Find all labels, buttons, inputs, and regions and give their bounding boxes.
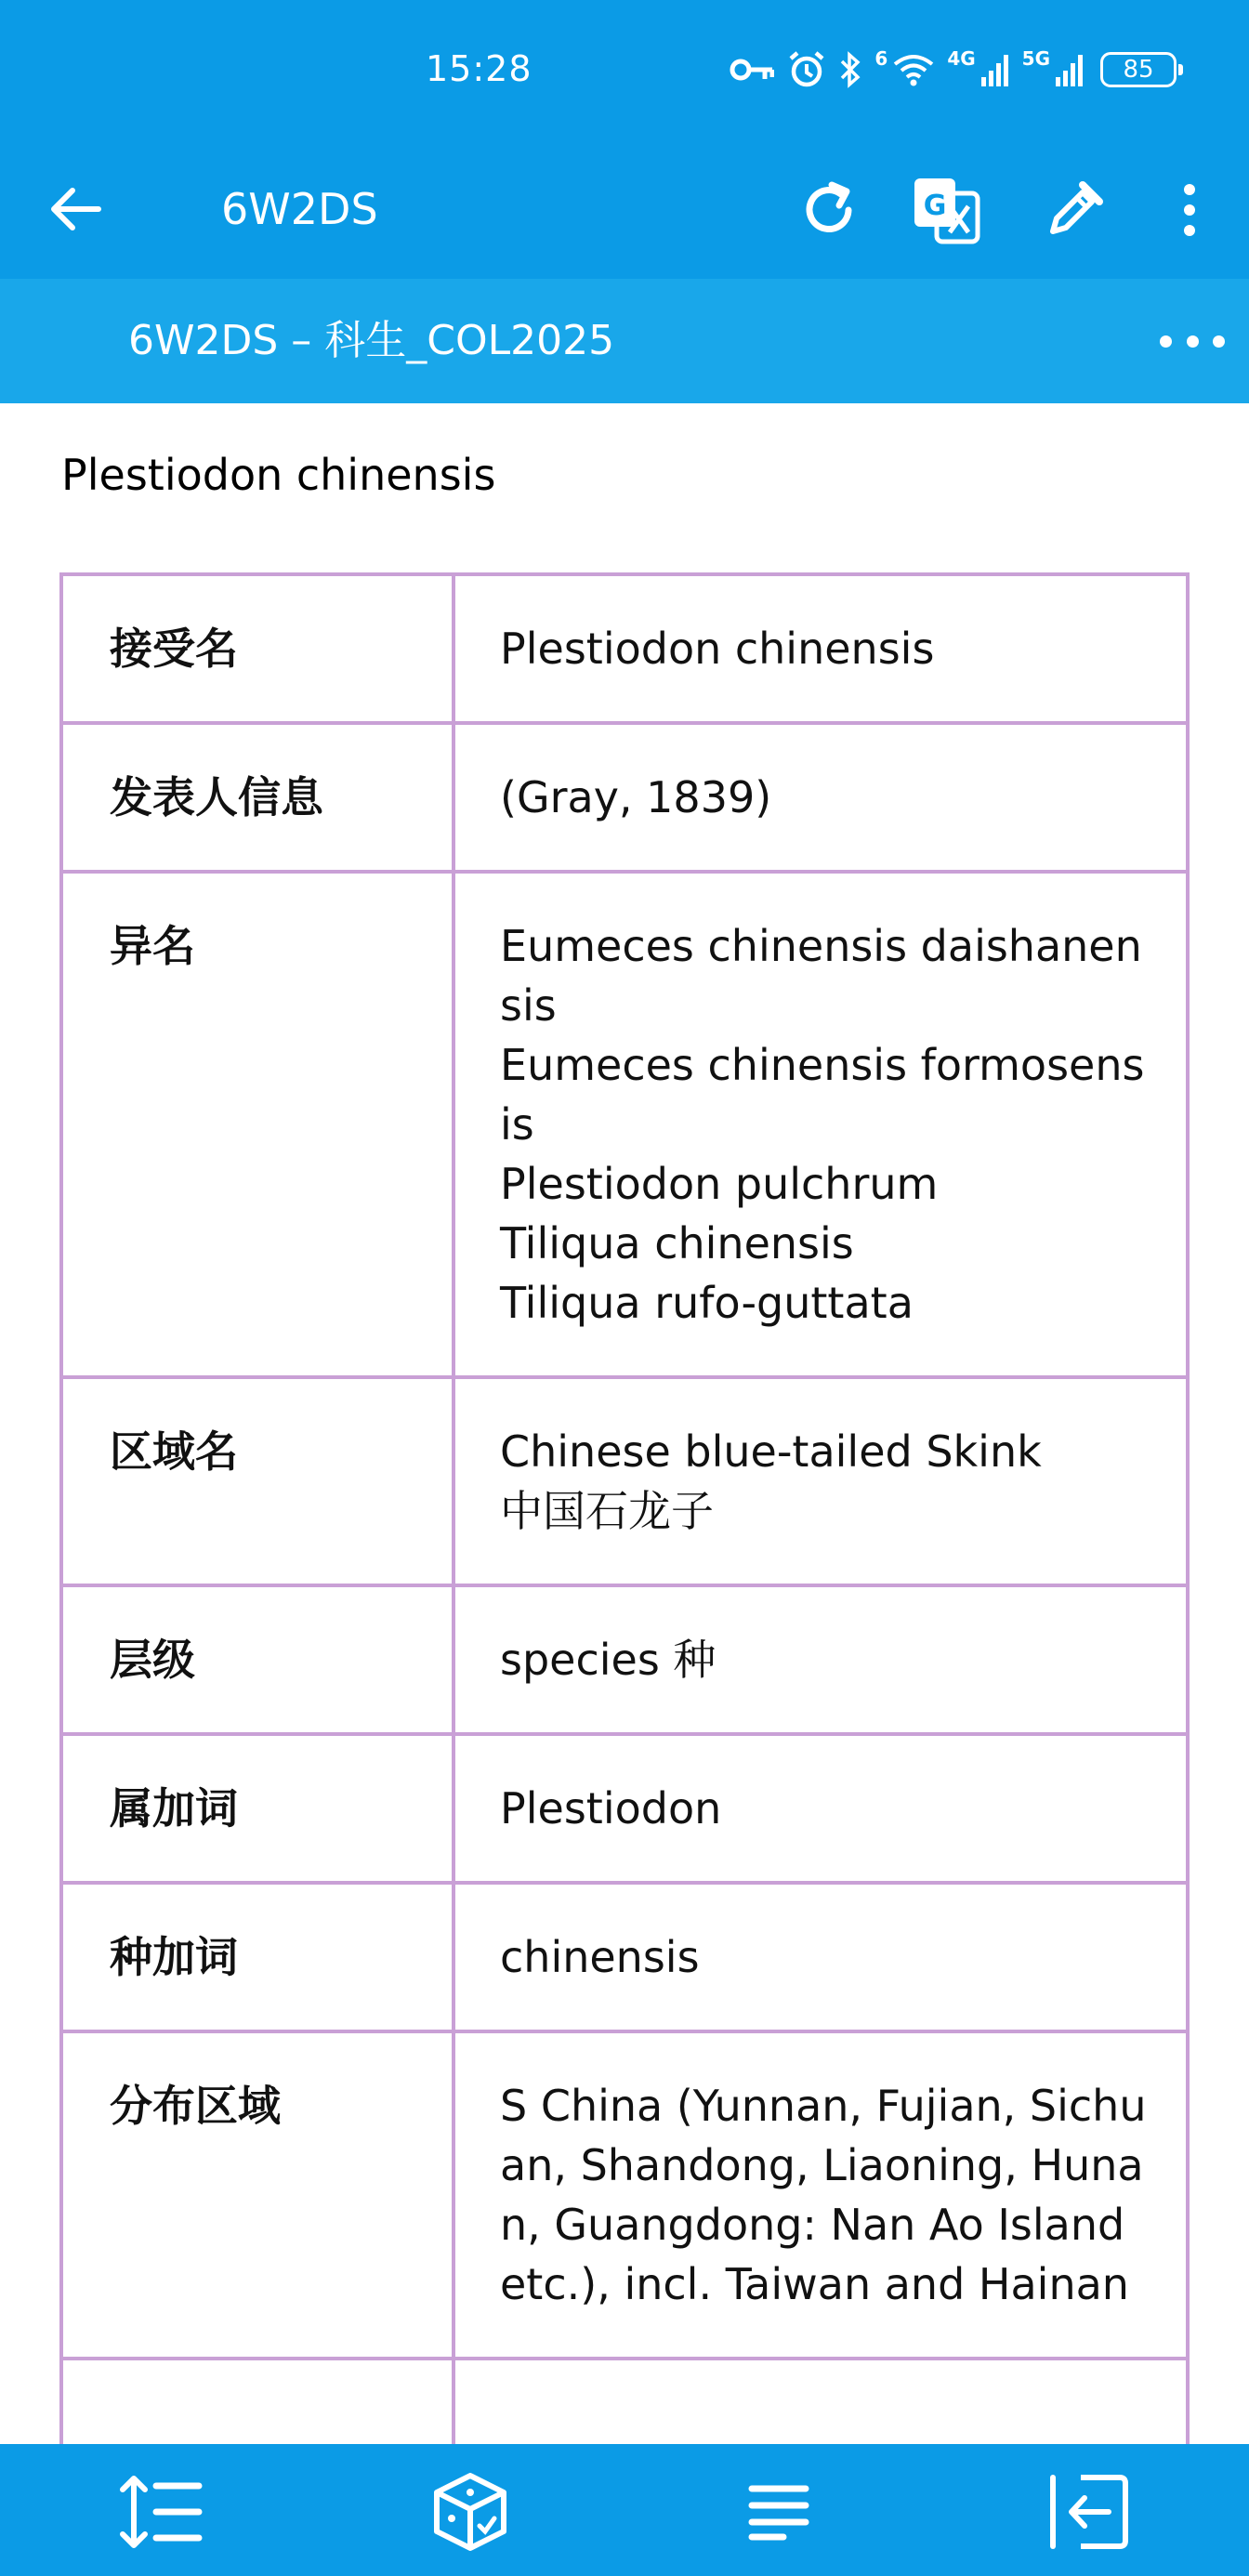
dot — [1160, 335, 1172, 348]
menu-button[interactable] — [734, 2470, 823, 2554]
field-value — [454, 872, 1188, 1377]
more-horizontal-icon[interactable] — [1160, 320, 1225, 362]
page-title: 6W2DS — [221, 184, 378, 234]
key-icon — [730, 56, 774, 84]
field-label: 发表人信息 — [61, 723, 454, 872]
value-line: (Gray, 1839) — [500, 772, 772, 822]
field-value — [454, 2359, 1188, 2444]
status-icons — [730, 48, 1177, 91]
field-value — [454, 1377, 1188, 1585]
exit-button[interactable] — [1045, 2470, 1134, 2554]
translate-button[interactable] — [909, 173, 983, 247]
status-bar — [0, 0, 1249, 139]
battery-level: 85 — [1123, 56, 1154, 84]
pen-icon — [1042, 177, 1107, 243]
line-spacing-icon — [115, 2473, 204, 2551]
table-row — [61, 723, 1188, 872]
value-line: species 种 — [500, 1635, 717, 1685]
cube-button[interactable] — [426, 2470, 515, 2554]
species-heading: Plestiodon chinensis — [61, 450, 496, 500]
more-vertical-icon — [1180, 182, 1199, 238]
signal-2-label: 5G — [1021, 47, 1050, 70]
toolbar — [0, 139, 1249, 279]
value-line: Plestiodon pulchrum — [500, 1159, 939, 1209]
value-line: Eumeces chinensis formosensis — [500, 1040, 1145, 1150]
field-label: 层级 — [61, 1585, 454, 1734]
bluetooth-icon — [839, 51, 861, 88]
refresh-button[interactable] — [792, 173, 866, 247]
sub-header — [0, 279, 1249, 403]
field-value — [454, 723, 1188, 872]
signal-1-label: 4G — [947, 47, 976, 70]
value-line: Tiliqua rufo-guttata — [500, 1278, 914, 1328]
battery-indicator — [1100, 52, 1177, 87]
more-options-button[interactable] — [1152, 173, 1227, 247]
content-area — [0, 403, 1249, 2444]
dot — [1187, 335, 1199, 348]
alarm-icon — [787, 50, 826, 89]
value-line: chinensis — [500, 1932, 700, 1982]
exit-icon — [1047, 2472, 1131, 2552]
species-info-table — [59, 572, 1190, 2444]
table-row — [61, 1585, 1188, 1734]
table-row — [61, 1883, 1188, 2031]
field-value — [454, 1734, 1188, 1883]
field-label: 异名 — [61, 872, 454, 1377]
field-value — [454, 2031, 1188, 2359]
field-value — [454, 1883, 1188, 2031]
value-line: 中国石龙子 — [500, 1486, 714, 1536]
field-label: 属加词 — [61, 1734, 454, 1883]
edit-button[interactable] — [1037, 173, 1111, 247]
table-row — [61, 2359, 1188, 2444]
value-line: Chinese blue-tailed Skink — [500, 1426, 1042, 1477]
value-line: Eumeces chinensis daishanensis — [500, 921, 1142, 1031]
menu-lines-icon — [746, 2481, 811, 2543]
arrow-left-icon — [45, 177, 110, 242]
wifi-icon — [893, 53, 934, 86]
bottom-bar — [0, 2444, 1249, 2576]
refresh-icon — [798, 179, 860, 241]
translate-icon — [909, 173, 983, 247]
field-value — [454, 574, 1188, 723]
back-button[interactable] — [45, 177, 110, 242]
value-line: S China (Yunnan, Fujian, Sichuan, Shandong, Liaoning, Hunan, Guangdong: Nan Ao Island etc.), incl. Taiwan and Hainan — [500, 2081, 1147, 2309]
svg-text:G: G — [923, 190, 947, 222]
table-row — [61, 872, 1188, 1377]
signal-icon — [1056, 53, 1084, 86]
table-row — [61, 1734, 1188, 1883]
line-spacing-button[interactable] — [115, 2470, 204, 2554]
dot — [1213, 335, 1225, 348]
table-row — [61, 2031, 1188, 2359]
cube-icon — [431, 2472, 509, 2552]
field-label — [61, 2359, 454, 2444]
wifi-6-label: 6 — [874, 47, 888, 70]
value-line: Tiliqua chinensis — [500, 1218, 854, 1268]
value-line: Plestiodon chinensis — [500, 624, 935, 674]
table-row — [61, 1377, 1188, 1585]
field-value — [454, 1585, 1188, 1734]
field-label: 种加词 — [61, 1883, 454, 2031]
signal-icon — [981, 53, 1009, 86]
field-label: 接受名 — [61, 574, 454, 723]
table-row — [61, 574, 1188, 723]
field-label: 区域名 — [61, 1377, 454, 1585]
field-label: 分布区域 — [61, 2031, 454, 2359]
app-bar — [0, 0, 1249, 279]
status-time: 15:28 — [426, 48, 532, 89]
value-line: Plestiodon — [500, 1783, 722, 1833]
database-title: 6W2DS – 科生_COL2025 — [128, 317, 615, 364]
